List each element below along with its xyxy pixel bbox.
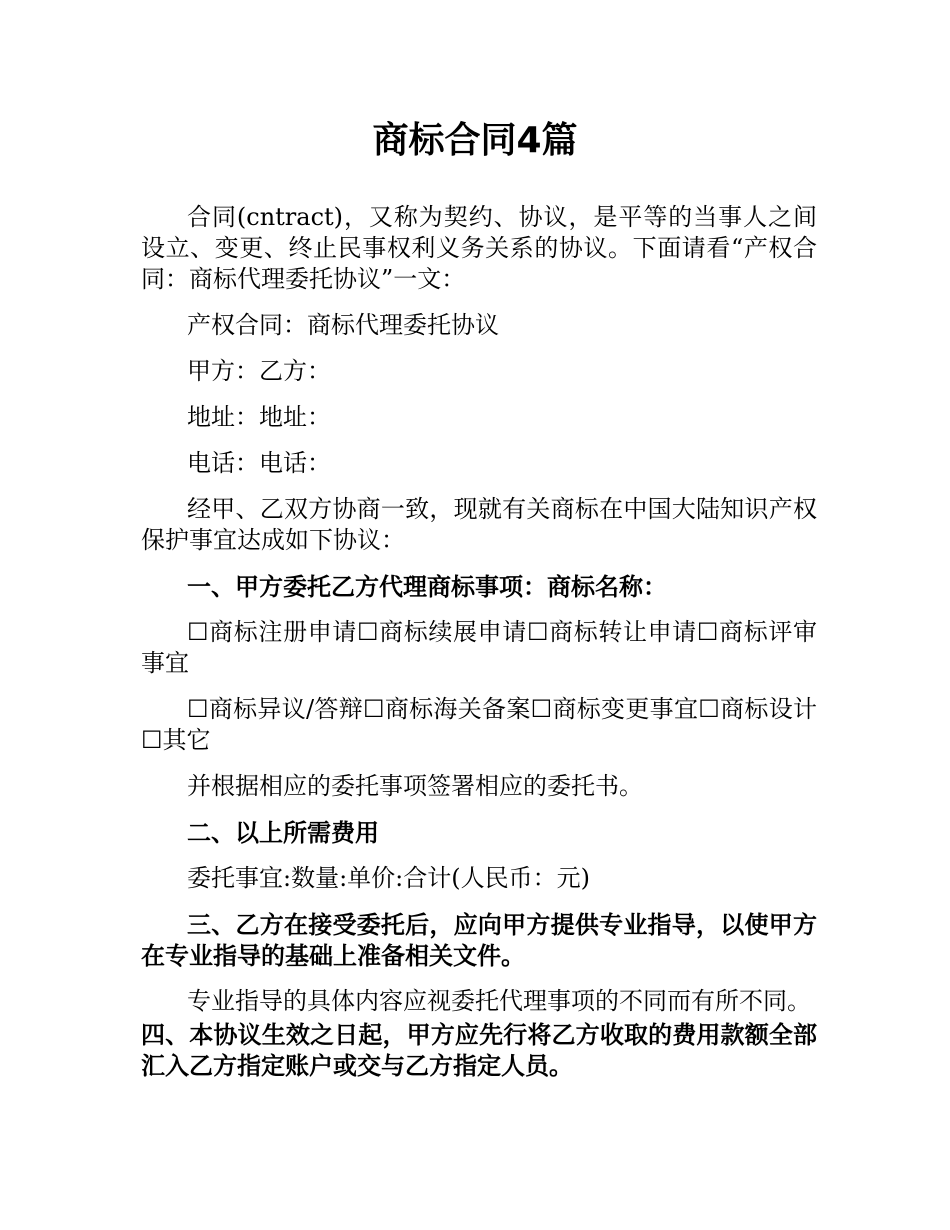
checkbox-options-line-1: ☐商标注册申请☐商标续展申请☐商标转让申请☐商标评审事宜 bbox=[141, 618, 817, 677]
intro-paragraph: 合同(cntract)，又称为契约、协议，是平等的当事人之间设立、变更、终止民事权利义务关系的协议。下面请看“产权合同：商标代理委托协议”一文： bbox=[141, 203, 817, 293]
agreement-paragraph: 经甲、乙双方协商一致，现就有关商标在中国大陆知识产权保护事宜达成如下协议： bbox=[141, 495, 817, 554]
address-line: 地址：地址： bbox=[187, 403, 331, 431]
document-title: 商标合同4篇 bbox=[372, 120, 578, 161]
checkbox-options-line-2: ☐商标异议/答辩☐商标海关备案☐商标变更事宜☐商标设计☐其它 bbox=[141, 695, 817, 754]
contract-name-line: 产权合同：商标代理委托协议 bbox=[187, 311, 499, 339]
parties-line: 甲方：乙方： bbox=[187, 357, 331, 385]
section-2-heading: 二、以上所需费用 bbox=[187, 818, 379, 847]
document-body bbox=[141, 202, 817, 1096]
power-of-attorney-line: 并根据相应的委托事项签署相应的委托书。 bbox=[187, 772, 643, 800]
section-3-heading: 三、乙方在接受委托后，应向甲方提供专业指导，以使甲方在专业指导的基础上准备相关文件。 bbox=[141, 910, 817, 970]
section-1-heading: 一、甲方委托乙方代理商标事项：商标名称： bbox=[187, 572, 667, 601]
phone-line: 电话：电话： bbox=[187, 449, 331, 477]
section-4-heading: 四、本协议生效之日起，甲方应先行将乙方收取的费用款额全部汇入乙方指定账户或交与乙方指定人员。 bbox=[141, 1020, 817, 1080]
guidance-paragraph: 专业指导的具体内容应视委托代理事项的不同而有所不同。 bbox=[187, 987, 811, 1015]
fee-columns-line: 委托事宜:数量:单价:合计(人民币：元) bbox=[187, 864, 590, 892]
